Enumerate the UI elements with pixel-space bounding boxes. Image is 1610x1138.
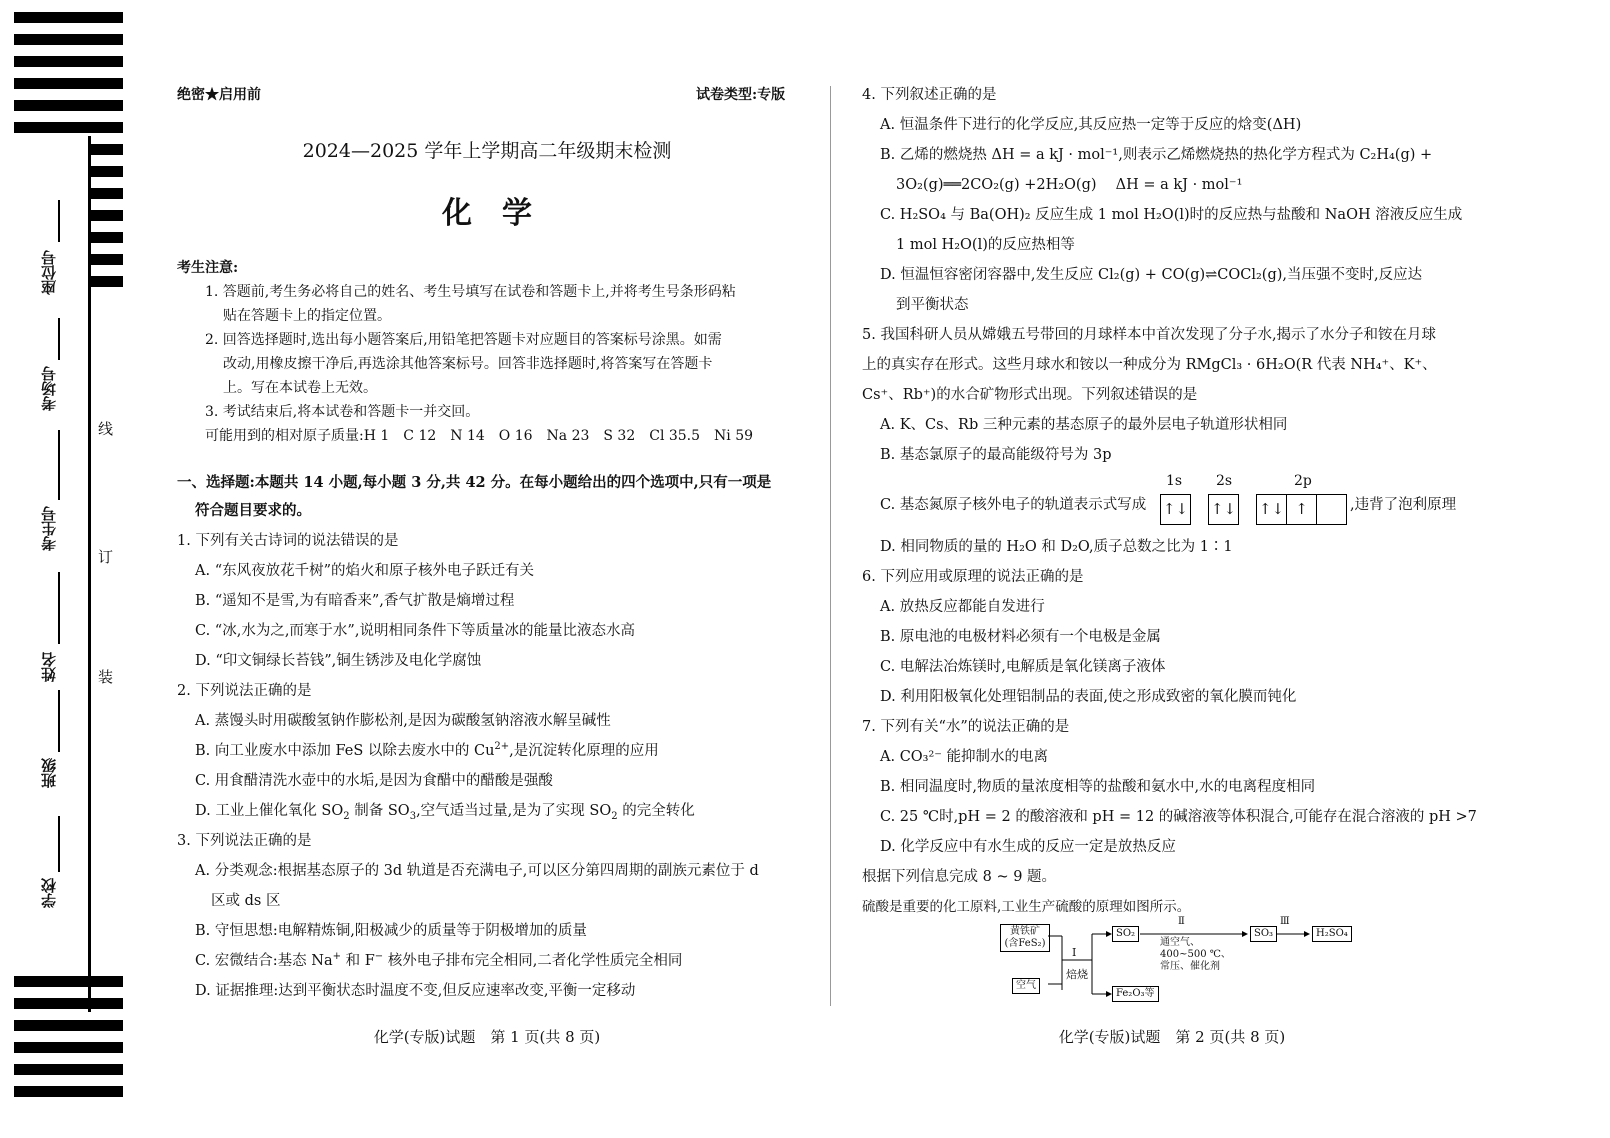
q4-option-c[interactable]: C. H₂SO₄ 与 Ba(OH)₂ 反应生成 1 mol H₂O(l)时的反应热与盐酸和 NaOH 溶液反应生成 bbox=[880, 207, 1463, 223]
right-questions bbox=[862, 80, 1502, 922]
q1-stem: 1. 下列有关古诗词的说法错误的是 bbox=[177, 533, 399, 549]
flow-step-1: Ⅰ bbox=[1072, 946, 1077, 959]
q4-option-d-cont: 到平衡状态 bbox=[896, 297, 969, 313]
q5-option-d[interactable]: D. 相同物质的量的 H₂O 和 D₂O,质子总数之比为 1∶1 bbox=[880, 539, 1233, 555]
q7-option-a[interactable]: A. CO₃²⁻ 能抑制水的电离 bbox=[880, 749, 1049, 765]
q4-stem: 4. 下列叙述正确的是 bbox=[862, 87, 997, 103]
flow-air-box: 空气 bbox=[1012, 978, 1040, 994]
left-page-footer: 化学(专版)试题 第 1 页(共 8 页) bbox=[373, 1028, 601, 1046]
orbital-box-1s: ↑↓ bbox=[1160, 494, 1191, 525]
q3-option-a[interactable]: A. 分类观念:根据基态原子的 3d 轨道是否充满电子,可以区分第四周期的副族元素位于 d bbox=[195, 863, 759, 879]
field-name-line[interactable] bbox=[58, 572, 60, 644]
barcode-bar bbox=[14, 1086, 123, 1097]
field-class-label: 班级 bbox=[40, 758, 58, 788]
barcode-bar bbox=[14, 34, 123, 45]
exam-title: 2024—2025 学年上学期高二年级期末检测 bbox=[302, 140, 672, 162]
q3-option-c[interactable] bbox=[177, 946, 807, 976]
flow-so3-box: SO₃ bbox=[1250, 926, 1277, 942]
q5-c-text-end: ,违背了泡利原理 bbox=[1350, 497, 1457, 513]
flow-so2-box: SO₂ bbox=[1112, 926, 1139, 942]
q6-option-c[interactable]: C. 电解法冶炼镁时,电解质是氧化镁离子液体 bbox=[880, 659, 1166, 675]
field-candidate-label: 考生号 bbox=[40, 506, 58, 551]
binding-char-zhuang: 装 bbox=[98, 668, 114, 686]
barcode-bar bbox=[14, 56, 123, 67]
q2-d-sub: 3 bbox=[409, 810, 417, 822]
q6-option-b[interactable]: B. 原电池的电极材料必须有一个电极是金属 bbox=[880, 629, 1161, 645]
field-school-label: 学校 bbox=[40, 878, 58, 908]
q5-stem-cont: 上的真实存在形式。这些月球水和铵以一种成分为 RMgCl₃ · 6H₂O(R 代表 NH₄⁺、K⁺、 bbox=[862, 357, 1437, 373]
barcode-bar bbox=[14, 12, 123, 23]
flow-step-2: Ⅱ bbox=[1178, 916, 1185, 927]
atomic-mass-line: 可能用到的相对原子质量:H 1 C 12 N 14 O 16 Na 23 S 32 Cl 35.5 Ni 59 bbox=[205, 428, 754, 444]
q1-option-b[interactable]: B. “遥知不是雪,为有暗香来”,香气扩散是熵增过程 bbox=[195, 593, 515, 609]
barcode-bar bbox=[88, 232, 123, 243]
field-school-line[interactable] bbox=[58, 816, 60, 872]
field-room-line[interactable] bbox=[58, 318, 60, 360]
subject-title: 化 学 bbox=[442, 196, 532, 231]
q2-b-text-end: ,是沉淀转化原理的应用 bbox=[509, 743, 659, 759]
q5-option-b[interactable]: B. 基态氯原子的最高能级符号为 3p bbox=[880, 447, 1112, 463]
field-candidate-line[interactable] bbox=[58, 430, 60, 500]
q4-option-a[interactable]: A. 恒温条件下进行的化学反应,其反应热一定等于反应的焓变(ΔH) bbox=[880, 117, 1302, 133]
q2-stem: 2. 下列说法正确的是 bbox=[177, 683, 312, 699]
q6-option-d[interactable]: D. 利用阳极氧化处理铝制品的表面,使之形成致密的氧化膜而钝化 bbox=[880, 689, 1297, 705]
left-questions bbox=[177, 468, 807, 1006]
q3-stem: 3. 下列说法正确的是 bbox=[177, 833, 312, 849]
barcode-bar bbox=[14, 78, 123, 89]
q2-option-d[interactable] bbox=[177, 796, 807, 826]
q7-option-c[interactable]: C. 25 ℃时,pH = 2 的酸溶液和 pH = 12 的碱溶液等体积混合,可能存在混合溶液的 pH >7 bbox=[880, 809, 1477, 825]
orbital-box-2p bbox=[1317, 494, 1347, 525]
q3-option-a-cont: 区或 ds 区 bbox=[211, 893, 281, 909]
q3-c-text: 核外电子排布完全相同,二者化学性质完全相同 bbox=[383, 953, 683, 969]
binding-char-ding: 订 bbox=[98, 548, 114, 566]
q5-stem: 5. 我国科研人员从嫦娥五号带回的月球样本中首次发现了分子水,揭示了水分子和铵在月球 bbox=[862, 327, 1437, 343]
right-page-footer: 化学(专版)试题 第 2 页(共 8 页) bbox=[1058, 1028, 1286, 1046]
orbital-diagram bbox=[1208, 494, 1239, 525]
binding-char-xian: 线 bbox=[98, 420, 114, 438]
notice-line: 上。写在本试卷上无效。 bbox=[223, 380, 377, 396]
field-room-label: 考场号 bbox=[40, 366, 58, 411]
q6-stem: 6. 下列应用或原理的说法正确的是 bbox=[862, 569, 1084, 585]
info-line: 根据下列信息完成 8 ~ 9 题。 bbox=[862, 869, 1057, 885]
q2-d-sub: 2 bbox=[611, 810, 618, 822]
barcode-bar bbox=[14, 1020, 123, 1031]
flow-conditions bbox=[1160, 937, 1231, 973]
flow-fe2o3-box: Fe₂O₃等 bbox=[1112, 986, 1159, 1002]
orbital-box-2p: ↑ bbox=[1287, 494, 1317, 525]
barcode-bar bbox=[14, 122, 123, 133]
q1-option-c[interactable]: C. “冰,水为之,而寒于水”,说明相同条件下等质量冰的能量比液态水高 bbox=[195, 623, 635, 639]
section-title: 一、选择题:本题共 14 小题,每小题 3 分,共 42 分。在每小题给出的四个选项中,只有一项是 bbox=[177, 474, 772, 491]
q3-option-d[interactable]: D. 证据推理:达到平衡状态时温度不变,但反应速率改变,平衡一定移动 bbox=[195, 983, 636, 999]
q7-stem: 7. 下列有关“水”的说法正确的是 bbox=[862, 719, 1070, 735]
orbital-diagram bbox=[1256, 494, 1347, 525]
q2-d-text: 的完全转化 bbox=[617, 803, 695, 819]
q2-b-charge: 2+ bbox=[494, 741, 510, 753]
section-title-cont: 符合题目要求的。 bbox=[195, 502, 311, 519]
barcode-bar bbox=[14, 998, 123, 1009]
barcode-bar bbox=[88, 166, 123, 177]
orbital-box-2p: ↑↓ bbox=[1256, 494, 1287, 525]
q4-option-b-cont: 3O₂(g)══2CO₂(g) +2H₂O(g) ΔH = a kJ · mol⁻¹ bbox=[896, 177, 1243, 193]
q4-option-c-cont: 1 mol H₂O(l)的反应热相等 bbox=[896, 237, 1075, 253]
q2-b-text: B. 向工业废水中添加 FeS 以除去废水中的 Cu bbox=[195, 743, 495, 759]
field-name-label: 姓名 bbox=[40, 652, 58, 682]
q3-c-charge: − bbox=[374, 951, 384, 963]
q2-d-text: D. 工业上催化氧化 SO bbox=[195, 803, 344, 819]
q2-option-b[interactable] bbox=[177, 736, 807, 766]
secret-label: 绝密★启用前 bbox=[177, 87, 261, 103]
field-class-line[interactable] bbox=[58, 690, 60, 752]
q2-d-sub: 2 bbox=[343, 810, 350, 822]
orbital-label-2p: 2p bbox=[1294, 473, 1312, 489]
orbital-box-2s: ↑↓ bbox=[1208, 494, 1239, 525]
flow-condition: 400~500 ℃、 bbox=[1160, 949, 1231, 960]
q2-d-text: 制备 SO bbox=[349, 803, 410, 819]
q7-option-b[interactable]: B. 相同温度时,物质的量浓度相等的盐酸和氨水中,水的电离程度相同 bbox=[880, 779, 1316, 795]
notice-line: 3. 考试结束后,将本试卷和答题卡一并交回。 bbox=[205, 404, 480, 420]
q6-option-a[interactable]: A. 放热反应都能自发进行 bbox=[880, 599, 1045, 615]
flow-condition: 通空气、 bbox=[1160, 937, 1200, 948]
q2-d-text: ,空气适当过量,是为了实现 SO bbox=[416, 803, 612, 819]
flow-step-3: Ⅲ bbox=[1280, 916, 1290, 927]
q5-c-text: C. 基态氮原子核外电子的轨道表示式写成 bbox=[880, 497, 1147, 513]
field-seat-line[interactable] bbox=[58, 200, 60, 242]
page-divider bbox=[830, 86, 831, 1006]
flow-heat-label: 焙烧 bbox=[1066, 968, 1088, 981]
q1-option-a[interactable]: A. “东风夜放花千树”的焰火和原子核外电子跃迁有关 bbox=[195, 563, 535, 579]
flow-condition: 常压、催化剂 bbox=[1160, 961, 1220, 972]
q7-option-d[interactable]: D. 化学反应中有水生成的反应一定是放热反应 bbox=[880, 839, 1176, 855]
notice-title: 考生注意: bbox=[177, 260, 239, 276]
barcode-bar bbox=[14, 1042, 123, 1053]
paper-type-label: 试卷类型:专版 bbox=[696, 87, 786, 103]
barcode-bar bbox=[14, 976, 123, 987]
barcode-bar bbox=[14, 1064, 123, 1075]
notice-line: 2. 回答选择题时,选出每小题答案后,用铅笔把答题卡对应题目的答案标号涂黑。如需 bbox=[205, 332, 722, 348]
barcode-bar bbox=[88, 254, 123, 265]
q3-c-charge: + bbox=[332, 951, 342, 963]
q2-option-a[interactable]: A. 蒸馒头时用碳酸氢钠作膨松剂,是因为碳酸氢钠溶液水解呈碱性 bbox=[195, 713, 611, 729]
barcode-bar bbox=[88, 188, 123, 199]
field-seat-label: 座位号 bbox=[40, 250, 58, 295]
flow-h2so4-box: H₂SO₄ bbox=[1312, 926, 1352, 942]
barcode-bar bbox=[88, 276, 123, 287]
barcode-bar bbox=[88, 210, 123, 221]
q5-option-c[interactable] bbox=[862, 470, 1502, 532]
notice-line: 贴在答题卡上的指定位置。 bbox=[223, 308, 391, 324]
orbital-label-2s: 2s bbox=[1216, 473, 1233, 489]
q2-option-c[interactable]: C. 用食醋清洗水壶中的水垢,是因为食醋中的醋酸是强酸 bbox=[195, 773, 553, 789]
binding-line bbox=[88, 136, 91, 1012]
notice-line: 1. 答题前,考生务必将自己的姓名、考生号填写在试卷和答题卡上,并将考生号条形码粘 bbox=[205, 284, 736, 300]
orbital-label-1s: 1s bbox=[1166, 473, 1183, 489]
barcode-bar bbox=[88, 144, 123, 155]
barcode-bar bbox=[14, 100, 123, 111]
q1-option-d[interactable]: D. “印文铜绿长苔钱”,铜生锈涉及电化学腐蚀 bbox=[195, 653, 482, 669]
q4-option-d[interactable]: D. 恒温恒容密闭容器中,发生反应 Cl₂(g) + CO(g)⇌COCl₂(g),当压强不变时,反应达 bbox=[880, 267, 1423, 283]
notice-block bbox=[177, 256, 807, 448]
q3-c-text: C. 宏微结合:基态 Na bbox=[195, 953, 333, 969]
info-line-2: 硫酸是重要的化工原料,工业生产硫酸的原理如图所示。 bbox=[862, 899, 1191, 915]
q3-option-b[interactable]: B. 守恒思想:电解精炼铜,阳极减少的质量等于阴极增加的质量 bbox=[195, 923, 587, 939]
q5-option-a[interactable]: A. K、Cs、Rb 三种元素的基态原子的最外层电子轨道形状相同 bbox=[880, 417, 1288, 433]
q4-option-b[interactable]: B. 乙烯的燃烧热 ΔH = a kJ · mol⁻¹,则表示乙烯燃烧热的热化学方程式为 C₂H₄(g) + bbox=[880, 147, 1433, 163]
flow-pyrite-box: 黄铁矿(含FeS₂) bbox=[1000, 924, 1050, 952]
orbital-diagram bbox=[1160, 494, 1191, 525]
q3-c-text: 和 F bbox=[341, 953, 375, 969]
q5-stem-cont: Cs⁺、Rb⁺)的水合矿物形式出现。下列叙述错误的是 bbox=[862, 387, 1198, 403]
notice-line: 改动,用橡皮擦干净后,再选涂其他答案标号。回答非选择题时,将答案写在答题卡 bbox=[223, 356, 713, 372]
